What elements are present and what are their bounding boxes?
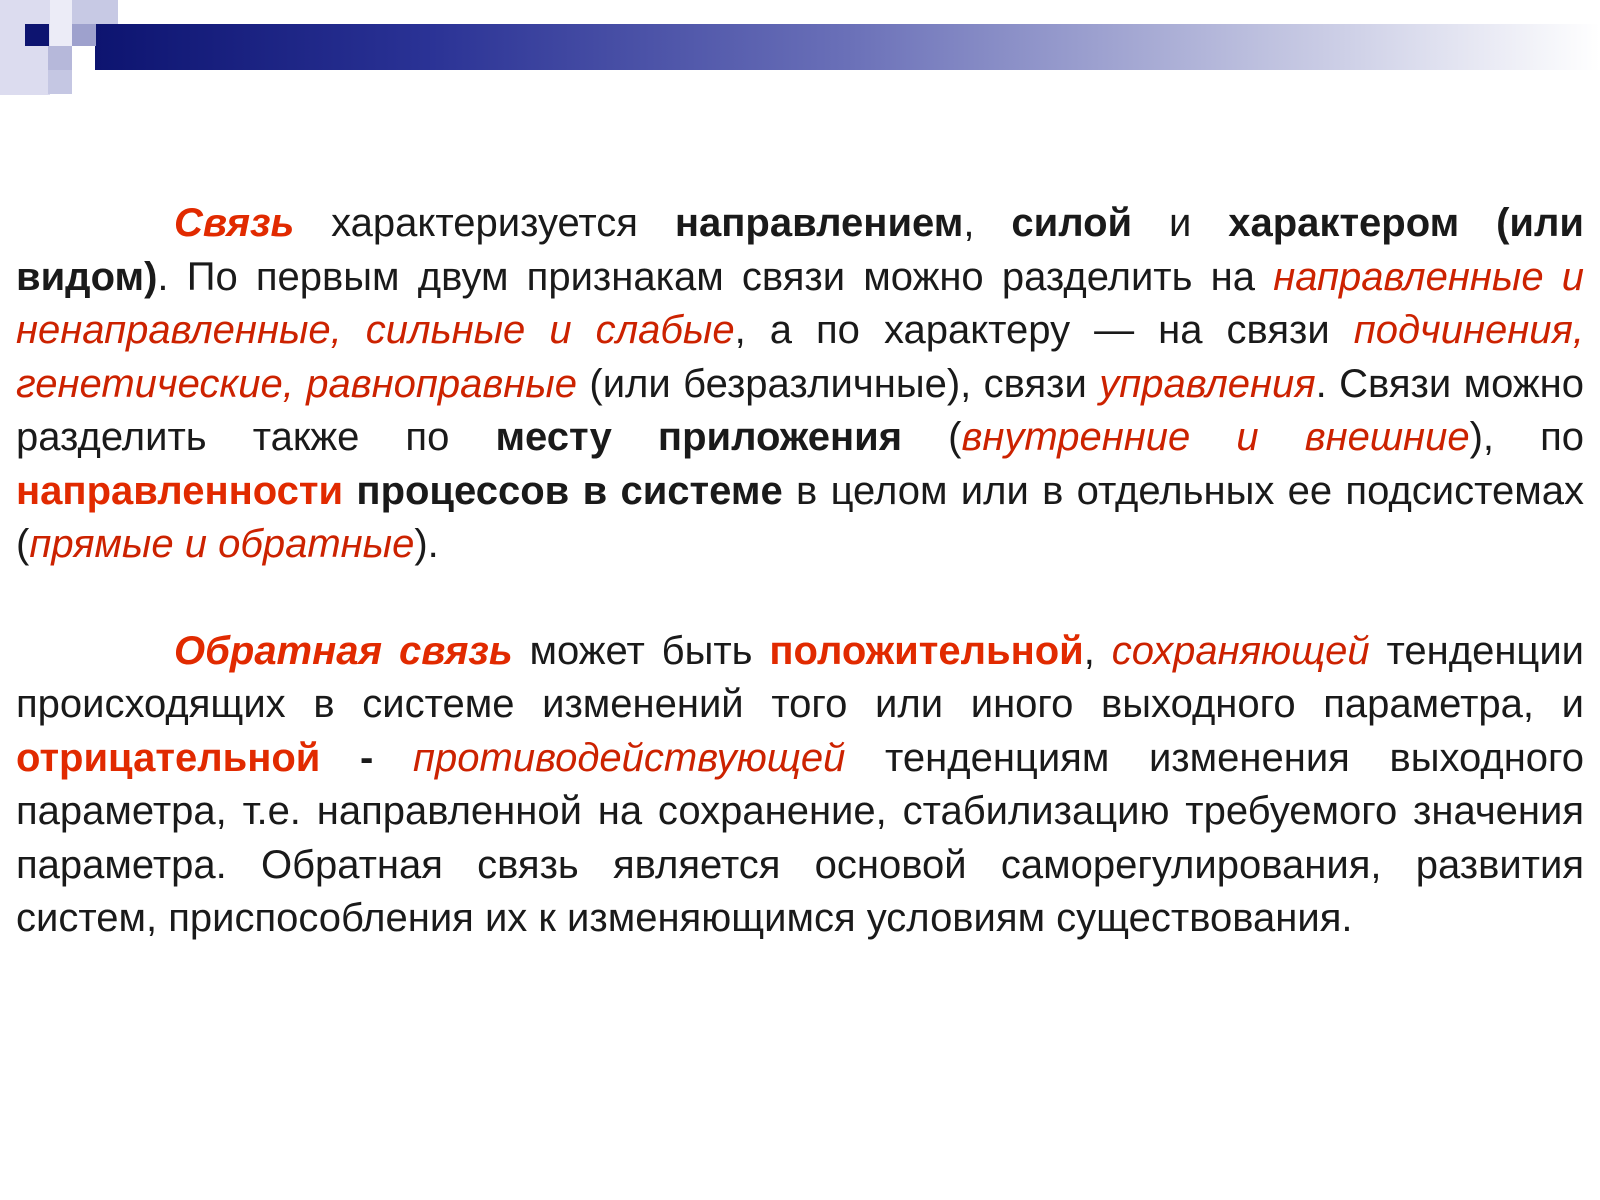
decor-square — [48, 46, 72, 70]
term-directionality: направленности — [16, 468, 344, 513]
text-run: , — [1083, 628, 1112, 673]
text-run: . Связи можно разделить также по — [16, 361, 1584, 459]
text-run: ( — [902, 415, 962, 459]
highlight-control: управления — [1099, 361, 1316, 406]
term-processes-in-system: процессов в системе — [356, 468, 783, 513]
term-link: Связь — [174, 201, 295, 245]
term-character: характером (или видом) — [16, 201, 1585, 299]
text-run: ), по — [1469, 415, 1585, 459]
highlight-preserving: сохраняющей — [1111, 628, 1370, 673]
paragraph-feedback — [16, 625, 1584, 946]
highlight-directed-strong: направленные и ненаправленные, сильные и слабые — [16, 254, 1584, 352]
highlight-counteracting: противодействующей — [413, 735, 846, 780]
term-positive: положительной — [769, 628, 1084, 673]
decor-square — [0, 0, 50, 95]
decor-square — [25, 24, 49, 46]
text-run: может быть — [512, 628, 770, 673]
text-dash: - — [320, 735, 413, 780]
header-gradient-band — [95, 24, 1600, 70]
highlight-subordination: подчинения, генетические, равноправные — [16, 308, 1584, 406]
slide-body — [16, 197, 1584, 946]
text-run: . По первым двум признакам связи можно разделить на — [157, 254, 1274, 299]
text-run — [343, 469, 356, 513]
text-run: тенденциям изменения выходного параметра, т.е. направленной на сохранение, стабилизацию требуемого значения параметра. Обратная связь является основой саморегулирования, развития систем, приспособления их к изменяющимся условиям существования. — [16, 735, 1585, 940]
text-run: характеризуется — [294, 201, 675, 245]
paragraph-link-types — [16, 197, 1584, 572]
text-run: и — [1132, 201, 1229, 245]
text-run: ). — [414, 522, 439, 566]
term-direction: направлением — [674, 201, 964, 245]
decor-square — [72, 24, 96, 46]
highlight-direct-inverse: прямые и обратные — [29, 522, 415, 566]
text-run: в целом или в отдельных ее подсистемах ( — [16, 468, 1584, 566]
text-run: , — [963, 201, 1012, 245]
term-negative: отрицательной — [16, 735, 321, 780]
text-run: тенденции происходящих в системе изменений того или иного выходного параметра, и — [16, 628, 1585, 726]
text-run: (или безразличные), связи — [576, 361, 1100, 406]
decor-square — [48, 70, 72, 94]
text-run: , а по характеру — на связи — [734, 308, 1354, 352]
term-strength: силой — [1011, 201, 1133, 245]
highlight-internal-external: внутренние и внешние — [961, 415, 1470, 459]
term-feedback: Обратная связь — [174, 628, 513, 673]
term-place-of-application: месту приложения — [495, 415, 903, 459]
